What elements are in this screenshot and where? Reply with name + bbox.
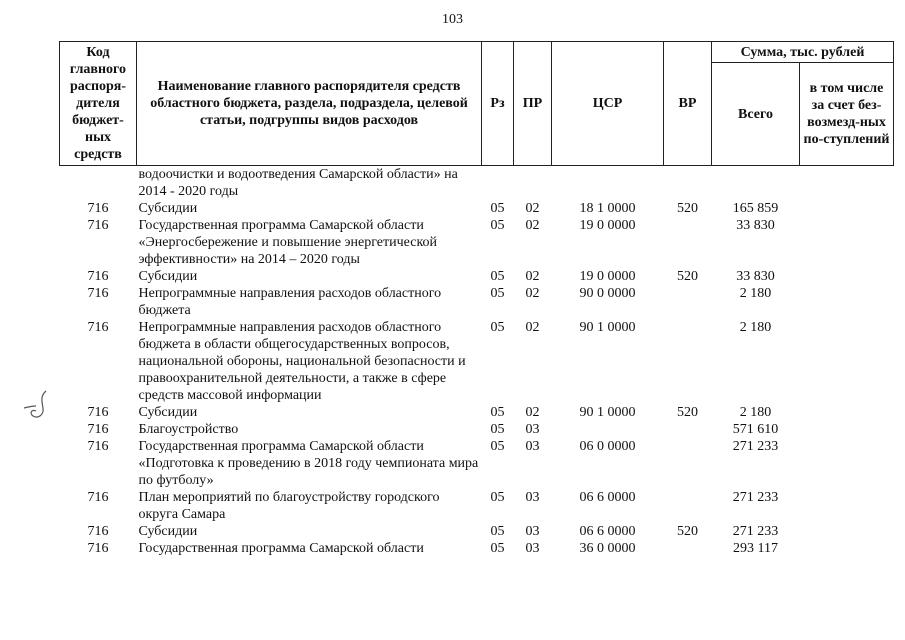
cell-rz: 05 bbox=[490, 422, 505, 437]
cell-csr: 36 0 0000 bbox=[579, 541, 636, 556]
cell-code: 716 bbox=[87, 286, 109, 301]
cell-incl bbox=[800, 540, 894, 557]
cell-rz: 05 bbox=[490, 286, 505, 301]
cell-pr: 02 bbox=[525, 201, 540, 216]
cell-total: 271 233 bbox=[732, 490, 779, 505]
cell-incl bbox=[800, 438, 894, 489]
cell-csr: 06 6 0000 bbox=[579, 490, 636, 505]
cell-incl bbox=[800, 217, 894, 268]
cell-vr: 520 bbox=[677, 524, 698, 539]
cell-csr: 19 0 0000 bbox=[579, 269, 636, 284]
cell-name: Государственная программа Самарской области «Энергосбережение и повышение энергетической эффективности» на 2014 – 2020 годы bbox=[138, 218, 438, 267]
table-row bbox=[60, 421, 894, 438]
cell-rz: 05 bbox=[490, 405, 505, 420]
cell-total: 33 830 bbox=[736, 218, 775, 233]
cell-code: 716 bbox=[87, 422, 109, 437]
cell-total: 571 610 bbox=[732, 422, 779, 437]
cell-total bbox=[712, 166, 800, 201]
cell-rz: 05 bbox=[490, 201, 505, 216]
handwritten-mark bbox=[22, 388, 52, 422]
cell-incl bbox=[800, 166, 894, 201]
table-body bbox=[60, 166, 894, 558]
table-row bbox=[60, 489, 894, 523]
cell-pr: 02 bbox=[525, 405, 540, 420]
cell-name: Субсидии bbox=[138, 524, 198, 539]
cell-vr: 520 bbox=[677, 269, 698, 284]
cell-rz: 05 bbox=[490, 320, 505, 335]
cell-name: План мероприятий по благоустройству городского округа Самара bbox=[138, 490, 440, 522]
cell-rz: 05 bbox=[490, 218, 505, 233]
cell-incl bbox=[800, 319, 894, 404]
header-total: Всего bbox=[712, 63, 800, 166]
cell-rz: 05 bbox=[490, 269, 505, 284]
cell-code: 716 bbox=[87, 269, 109, 284]
cell-rz: 05 bbox=[490, 524, 505, 539]
table-row bbox=[60, 404, 894, 421]
cell-vr bbox=[664, 421, 712, 438]
table-row bbox=[60, 540, 894, 557]
table-row bbox=[60, 268, 894, 285]
cell-csr: 90 1 0000 bbox=[579, 405, 636, 420]
cell-name: Субсидии bbox=[138, 201, 198, 216]
cell-total: 165 859 bbox=[732, 201, 779, 216]
cell-csr: 90 0 0000 bbox=[579, 286, 636, 301]
cell-csr: 18 1 0000 bbox=[579, 201, 636, 216]
cell-pr: 03 bbox=[525, 524, 540, 539]
cell-csr: 90 1 0000 bbox=[579, 320, 636, 335]
cell-vr bbox=[664, 489, 712, 523]
cell-rz bbox=[482, 166, 514, 201]
cell-total: 271 233 bbox=[732, 439, 779, 454]
cell-pr: 02 bbox=[525, 320, 540, 335]
cell-name: Государственная программа Самарской области «Подготовка к проведению в 2018 году чемпионата мира по футболу» bbox=[138, 439, 479, 488]
cell-csr: 06 6 0000 bbox=[579, 524, 636, 539]
cell-pr: 02 bbox=[525, 269, 540, 284]
cell-total: 2 180 bbox=[739, 286, 772, 301]
cell-csr: 06 0 0000 bbox=[579, 439, 636, 454]
cell-total: 2 180 bbox=[739, 320, 772, 335]
cell-code: 716 bbox=[87, 405, 109, 420]
cell-code bbox=[60, 166, 137, 201]
cell-pr: 03 bbox=[525, 422, 540, 437]
cell-name: водоочистки и водоотведения Самарской области» на 2014 - 2020 годы bbox=[138, 167, 458, 199]
header-sum-group: Сумма, тыс. рублей bbox=[712, 42, 894, 63]
header-name: Наименование главного распорядителя средств областного бюджета, раздела, подраздела, целевой статьи, подгруппы видов расходов bbox=[137, 42, 482, 166]
cell-name: Субсидии bbox=[138, 405, 198, 420]
cell-vr bbox=[664, 217, 712, 268]
cell-vr bbox=[664, 438, 712, 489]
table-row bbox=[60, 319, 894, 404]
budget-table bbox=[59, 41, 894, 557]
cell-incl bbox=[800, 268, 894, 285]
cell-name: Субсидии bbox=[138, 269, 198, 284]
cell-code: 716 bbox=[87, 524, 109, 539]
cell-rz: 05 bbox=[490, 490, 505, 505]
header-code: Код главного распоря-дителя бюджет-ных средств bbox=[60, 42, 137, 166]
cell-incl bbox=[800, 489, 894, 523]
cell-code: 716 bbox=[87, 490, 109, 505]
cell-vr bbox=[664, 540, 712, 557]
cell-incl bbox=[800, 421, 894, 438]
cell-rz: 05 bbox=[490, 541, 505, 556]
cell-code: 716 bbox=[87, 201, 109, 216]
cell-csr bbox=[552, 421, 664, 438]
cell-pr: 02 bbox=[525, 286, 540, 301]
cell-name: Непрограммные направления расходов областного бюджета bbox=[138, 286, 442, 318]
cell-code: 716 bbox=[87, 320, 109, 335]
cell-total: 33 830 bbox=[736, 269, 775, 284]
cell-pr: 03 bbox=[525, 490, 540, 505]
cell-vr: 520 bbox=[677, 201, 698, 216]
cell-pr: 03 bbox=[525, 541, 540, 556]
cell-incl bbox=[800, 523, 894, 540]
table-row bbox=[60, 200, 894, 217]
header-pr: ПР bbox=[514, 42, 552, 166]
cell-pr: 03 bbox=[525, 439, 540, 454]
cell-code: 716 bbox=[87, 541, 109, 556]
cell-name: Благоустройство bbox=[138, 422, 239, 437]
table-row bbox=[60, 217, 894, 268]
header-csr: ЦСР bbox=[552, 42, 664, 166]
cell-rz: 05 bbox=[490, 439, 505, 454]
cell-incl bbox=[800, 200, 894, 217]
header-rz: Рз bbox=[482, 42, 514, 166]
table-row bbox=[60, 166, 894, 201]
header-vr: ВР bbox=[664, 42, 712, 166]
cell-incl bbox=[800, 285, 894, 319]
cell-csr bbox=[552, 166, 664, 201]
cell-vr bbox=[664, 166, 712, 201]
cell-vr bbox=[664, 319, 712, 404]
cell-total: 2 180 bbox=[739, 405, 772, 420]
cell-code: 716 bbox=[87, 218, 109, 233]
table-row bbox=[60, 523, 894, 540]
cell-code: 716 bbox=[87, 439, 109, 454]
cell-name: Непрограммные направления расходов областного бюджета в области общегосударственных вопросов, национальной обороны, национальной безопасности и правоохранительной деятельности, а также в сфере средств массовой информации bbox=[138, 320, 466, 403]
cell-vr: 520 bbox=[677, 405, 698, 420]
cell-pr bbox=[514, 166, 552, 201]
cell-csr: 19 0 0000 bbox=[579, 218, 636, 233]
cell-incl bbox=[800, 404, 894, 421]
header-incl: в том числе за счет без-возмезд-ных по-ступлений bbox=[800, 63, 894, 166]
page-number: 103 bbox=[442, 12, 463, 27]
cell-vr bbox=[664, 285, 712, 319]
cell-name: Государственная программа Самарской области bbox=[138, 541, 424, 556]
cell-total: 271 233 bbox=[732, 524, 779, 539]
table-row bbox=[60, 438, 894, 489]
cell-pr: 02 bbox=[525, 218, 540, 233]
cell-total: 293 117 bbox=[733, 541, 778, 556]
table-row bbox=[60, 285, 894, 319]
